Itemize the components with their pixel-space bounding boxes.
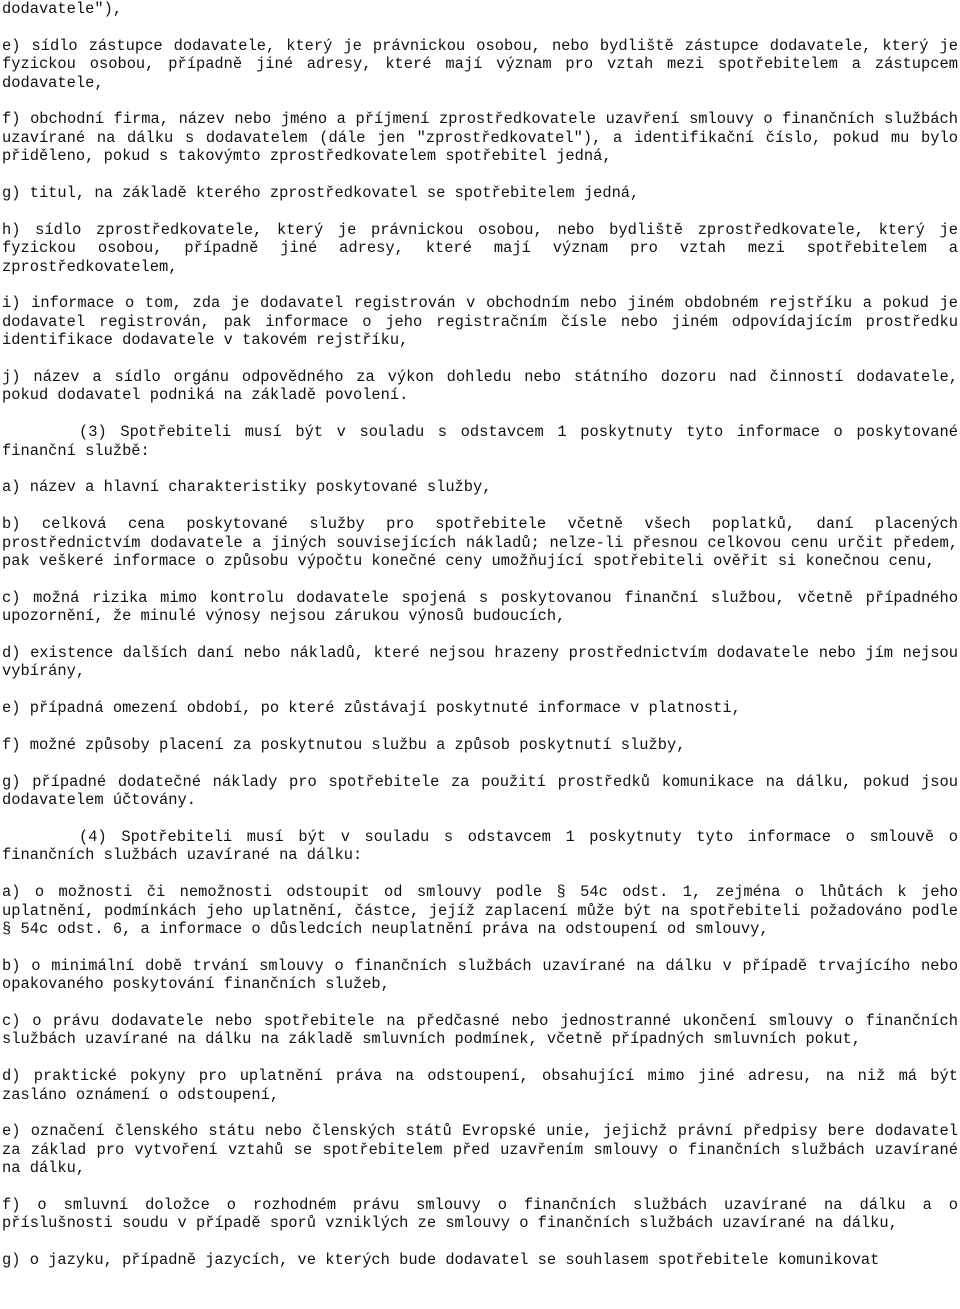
item-f-payment-methods: f) možné způsoby placení za poskytnutou službu a způsob poskytnutí služby, <box>2 736 686 755</box>
item-g-additional-costs: g) případné dodatečné náklady pro spotřebitele za použití prostředků komunikace na dálku, pokud jsou dodavatelem účtovány. <box>2 772 958 810</box>
item-a-withdrawal: a) o možnosti či nemožnosti odstoupit od smlouvy podle § 54c odst. 1, zejména o lhůtách k jeho uplatnění, podmínkách jeho uplatnění, částce, jejíž zaplacení může být na spotřebiteli požadováno podle § 54c odst. 6, a informace o důsledcích neuplatnění práva na odstoupení od smlouvy, <box>2 883 958 939</box>
item-j-supervisory-body: j) název a sídlo orgánu odpovědného za výkon dohledu nebo státního dozoru nad činností dodavatele, pokud dodavatel podniká na základě povolení. <box>2 368 958 405</box>
item-e-member-state: e) označení členského státu nebo členských států Evropské unie, jejichž právní předpisy bere dodavatel za základ pro vytvoření vztahů se spotřebitelem před uzavřením smlouvy o finančních službách uzavírané na dálku, <box>2 1122 958 1178</box>
item-g-intermediary-title: g) titul, na základě kterého zprostředkovatel se spotřebitelem jedná, <box>2 184 640 203</box>
item-d-practical-instructions: d) praktické pokyny pro uplatnění práva na odstoupení, obsahující mimo jiné adresu, na niž má být zasláno oznámení o odstoupení, <box>2 1067 958 1104</box>
item-f-intermediary-name: f) obchodní firma, název nebo jméno a příjmení zprostředkovatele uzavření smlouvy o finančních službách uzavírané na dálku s dodavatelem (dále jen "zprostředkovatel"), a identifikační číslo, pokud mu bylo přiděleno, pokud s takovýmto zprostředkovatelem spotřebitel jedná, <box>2 110 958 166</box>
item-a-service-name: a) název a hlavní charakteristiky poskytované služby, <box>2 478 492 497</box>
item-d-other-taxes: d) existence dalších daní nebo nákladů, které nejsou hrazeny prostřednictvím dodavatele nebo jím nejsou vybírány, <box>2 644 958 681</box>
section-3-heading: (3) Spotřebiteli musí být v souladu s odstavcem 1 poskytnuty tyto informace o poskytované finanční službě: <box>2 423 958 460</box>
item-c-risks: c) možná rizika mimo kontrolu dodavatele spojená s poskytovanou finanční službou, včetně případného upozornění, že minulé výnosy nejsou zárukou výnosů budoucích, <box>2 588 958 626</box>
item-e-validity-period: e) případná omezení období, po které zůstávají poskytnuté informace v platnosti, <box>2 699 741 718</box>
section-4-heading: (4) Spotřebiteli musí být v souladu s odstavcem 1 poskytnuty tyto informace o smlouvě o finančních službách uzavírané na dálku: <box>2 828 958 865</box>
item-i-registry-info: i) informace o tom, zda je dodavatel registrován v obchodním nebo jiném obdobném rejstříku a pokud je dodavatel registrován, pak informace o jeho registračním čísle nebo jiném odpovídajícím prostředku identifikace dodavatele v takovém rejstříku, <box>2 294 958 350</box>
item-c-early-termination: c) o právu dodavatele nebo spotřebitele na předčasné nebo jednostranné ukončení smlouvy o finančních službách uzavírané na dálku na základě smluvních podmínek, včetně případných smluvních pokut, <box>2 1012 958 1049</box>
item-f-governing-law: f) o smluvní doložce o rozhodném právu smlouvy o finančních službách uzavírané na dálku a o příslušnosti soudu v případě sporů vzniklých ze smlouvy o finančních službách uzavírané na dálku, <box>2 1196 958 1233</box>
item-e-supplier-representative: e) sídlo zástupce dodavatele, který je právnickou osobou, nebo bydliště zástupce dodavatele, který je fyzickou osobou, případně jiné adresy, které mají význam pro vztah mezi spotřebitelem a zástupcem dodavatele, <box>2 36 958 92</box>
document-page <box>2 0 958 1270</box>
item-b-total-price: b) celková cena poskytované služby pro spotřebitele včetně všech poplatků, daní placených prostřednictvím dodavatele a jiných souvisejících nákladů; nelze-li přesnou celkovou cenu určit předem, pak veškeré informace o způsobu výpočtu konečné ceny umožňující spotřebiteli ověřit si konečnou cenu, <box>2 515 958 571</box>
item-g-language: g) o jazyku, případně jazycích, ve kterých bude dodavatel se souhlasem spotřebitele komunikovat <box>2 1251 880 1270</box>
item-h-intermediary-seat: h) sídlo zprostředkovatele, který je právnickou osobou, nebo bydliště zprostředkovatele, který je fyzickou osobou, případně jiné adresy, které mají význam pro vztah mezi spotřebitelem a zprostředkovatelem, <box>2 220 958 276</box>
paragraph-continuation: dodavatele"), <box>2 0 123 18</box>
item-b-minimum-duration: b) o minimální době trvání smlouvy o finančních službách uzavírané na dálku v případě trvajícího nebo opakovaného poskytování finančních služeb, <box>2 956 958 994</box>
